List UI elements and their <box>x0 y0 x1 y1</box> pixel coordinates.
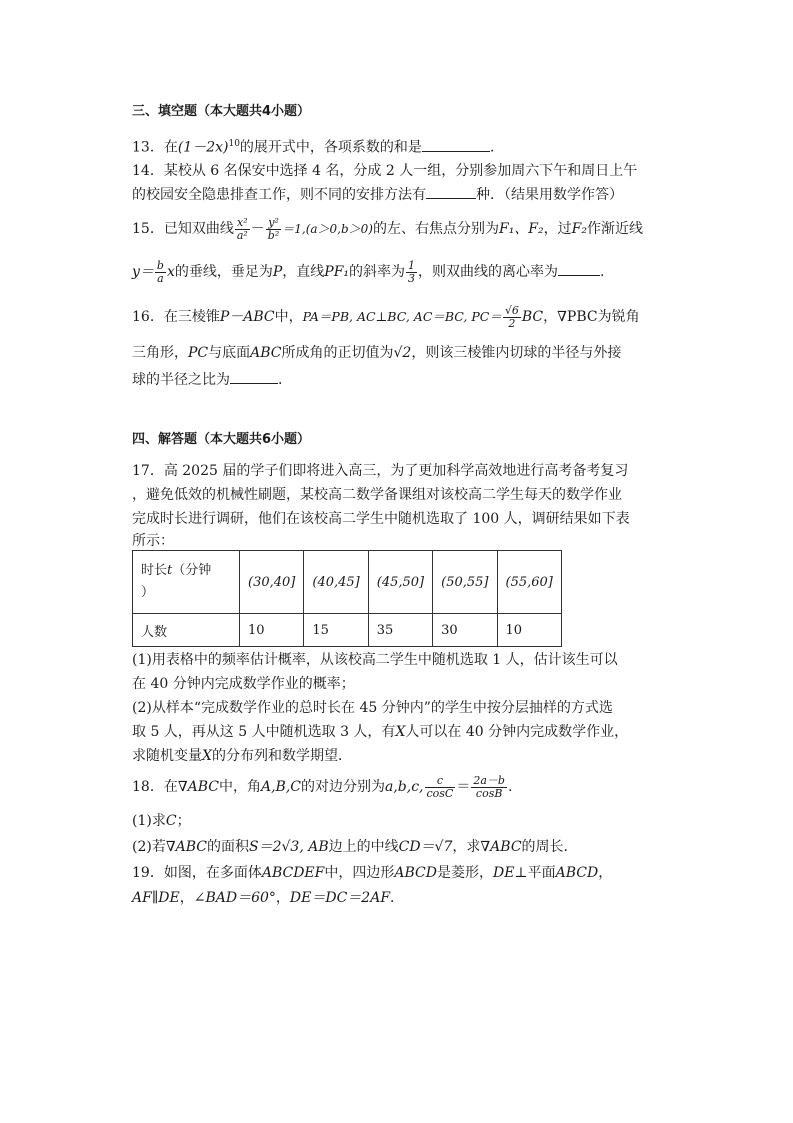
question-14-line-1: 14．某校从 6 名保安中选择 4 名，分成 2 人一组，分别参加周六下午和周日上午 <box>132 163 638 179</box>
section-title-solve: 四、解答题（本大题共6小题） <box>132 432 311 447</box>
table-row <box>133 614 562 647</box>
question-18-part-1: (1)求C； <box>132 813 191 829</box>
question-13: 13．在$(1-2x)^{10}$的展开式中，各项系数的和是 . <box>132 139 495 156</box>
question-17-line-3: 完成时长进行调研，他们在该校高二学生中随机选取了 100 人，调研结果如下表 <box>132 511 630 527</box>
table-header-label: 时长t（分钟 ） <box>133 551 240 614</box>
table-header-cell: (30,40] <box>240 551 304 614</box>
table-cell: 35 <box>368 614 432 647</box>
table-header-cell: (50,55] <box>433 551 497 614</box>
question-17-part-2-c: 求随机变量X的分布列和数学期望． <box>132 748 352 764</box>
question-17-part-1-a: (1)用表格中的频率估计概率，从该校高二学生中随机选取 1 人，估计该生可以 <box>132 652 618 668</box>
question-17-line-2: ，避免低效的机械性刷题，某校高二数学备课组对该校高二学生每天的数学作业 <box>132 487 622 503</box>
question-17-line-1: 17．高 2025 届的学子们即将进入高三，为了更加科学高效地进行高考备考复习 <box>132 463 629 479</box>
question-16-line-3: 球的半径之比为 . <box>132 372 283 388</box>
question-17-line-4: 所示： <box>132 533 174 549</box>
question-15-line-2: y＝ $\frac{b}{a}$ x的垂线，垂足为P，直线PF₁的斜率为 $\frac{1}{3}$ ，则双曲线的离心率为 . <box>132 258 605 285</box>
table-cell: 10 <box>497 614 561 647</box>
table-cell: 10 <box>240 614 304 647</box>
question-19-line-2: AF∥DE，∠BAD＝60°，DE＝DC＝2AF． <box>132 890 405 906</box>
question-17-part-2-a: (2)从样本“完成数学作业的总时长在 45 分钟内”的学生中按分层抽样的方式选 <box>132 700 613 716</box>
question-17-part-1-b: 在 40 分钟内完成数学作业的概率； <box>132 676 355 692</box>
table-row-label: 人数 <box>133 614 240 647</box>
question-15-line-1: 15．已知双曲线 $\frac{\text{x²}}{\text{a²}}$ － $\frac{\text{y²}}{\text{b²}}$ ＝1,(a＞0,b＞0)的左、右焦点分别为F₁、F₂，过F₂作渐近线 <box>132 215 643 242</box>
question-16-line-2: 三角形，PC与底面ABC所成角的正切值为√2，则该三棱锥内切球的半径与外接 <box>132 345 622 361</box>
section-title-fill: 三、填空题（本大题共4小题） <box>132 104 311 119</box>
table-header-cell: (40,45] <box>304 551 368 614</box>
question-18-part-2: (2)若∇ABC的面积S＝2√3, AB边上的中线CD＝√7，求∇ABC的周长． <box>132 839 578 855</box>
answer-blank <box>422 139 490 152</box>
question-19-line-1: 19．如图，在多面体ABCDEF中，四边形ABCD是菱形，DE⊥平面ABCD， <box>132 865 613 881</box>
answer-blank <box>230 371 278 384</box>
question-14-line-2: 的校园安全隐患排查工作，则不同的安排方法有 种．（结果用数学作答） <box>132 187 623 203</box>
table-header-cell: (45,50] <box>368 551 432 614</box>
question-16-line-1: 16．在三棱锥P－ABC中，PA＝PB, AC⊥BC, AC＝BC, PC＝ $\frac{√6}{2}$ BC，∇PBC为锐角 <box>132 303 640 330</box>
answer-blank <box>426 186 476 199</box>
answer-blank <box>558 263 600 276</box>
table-cell: 15 <box>304 614 368 647</box>
question-18-line-1: 18．在∇ABC中，角A,B,C的对边分别为a,b,c, $\frac{c}{\cos C}$ ＝ $\frac{2a-b}{\cos B}$ . <box>132 773 513 800</box>
question-17-part-2-b: 取 5 人，再从这 5 人中随机选取 3 人，有X人可以在 40 分钟内完成数学作业， <box>132 724 629 740</box>
table-header-cell: (55,60] <box>497 551 561 614</box>
table-header-row <box>133 551 562 614</box>
table-cell: 30 <box>433 614 497 647</box>
duration-table <box>132 550 562 647</box>
